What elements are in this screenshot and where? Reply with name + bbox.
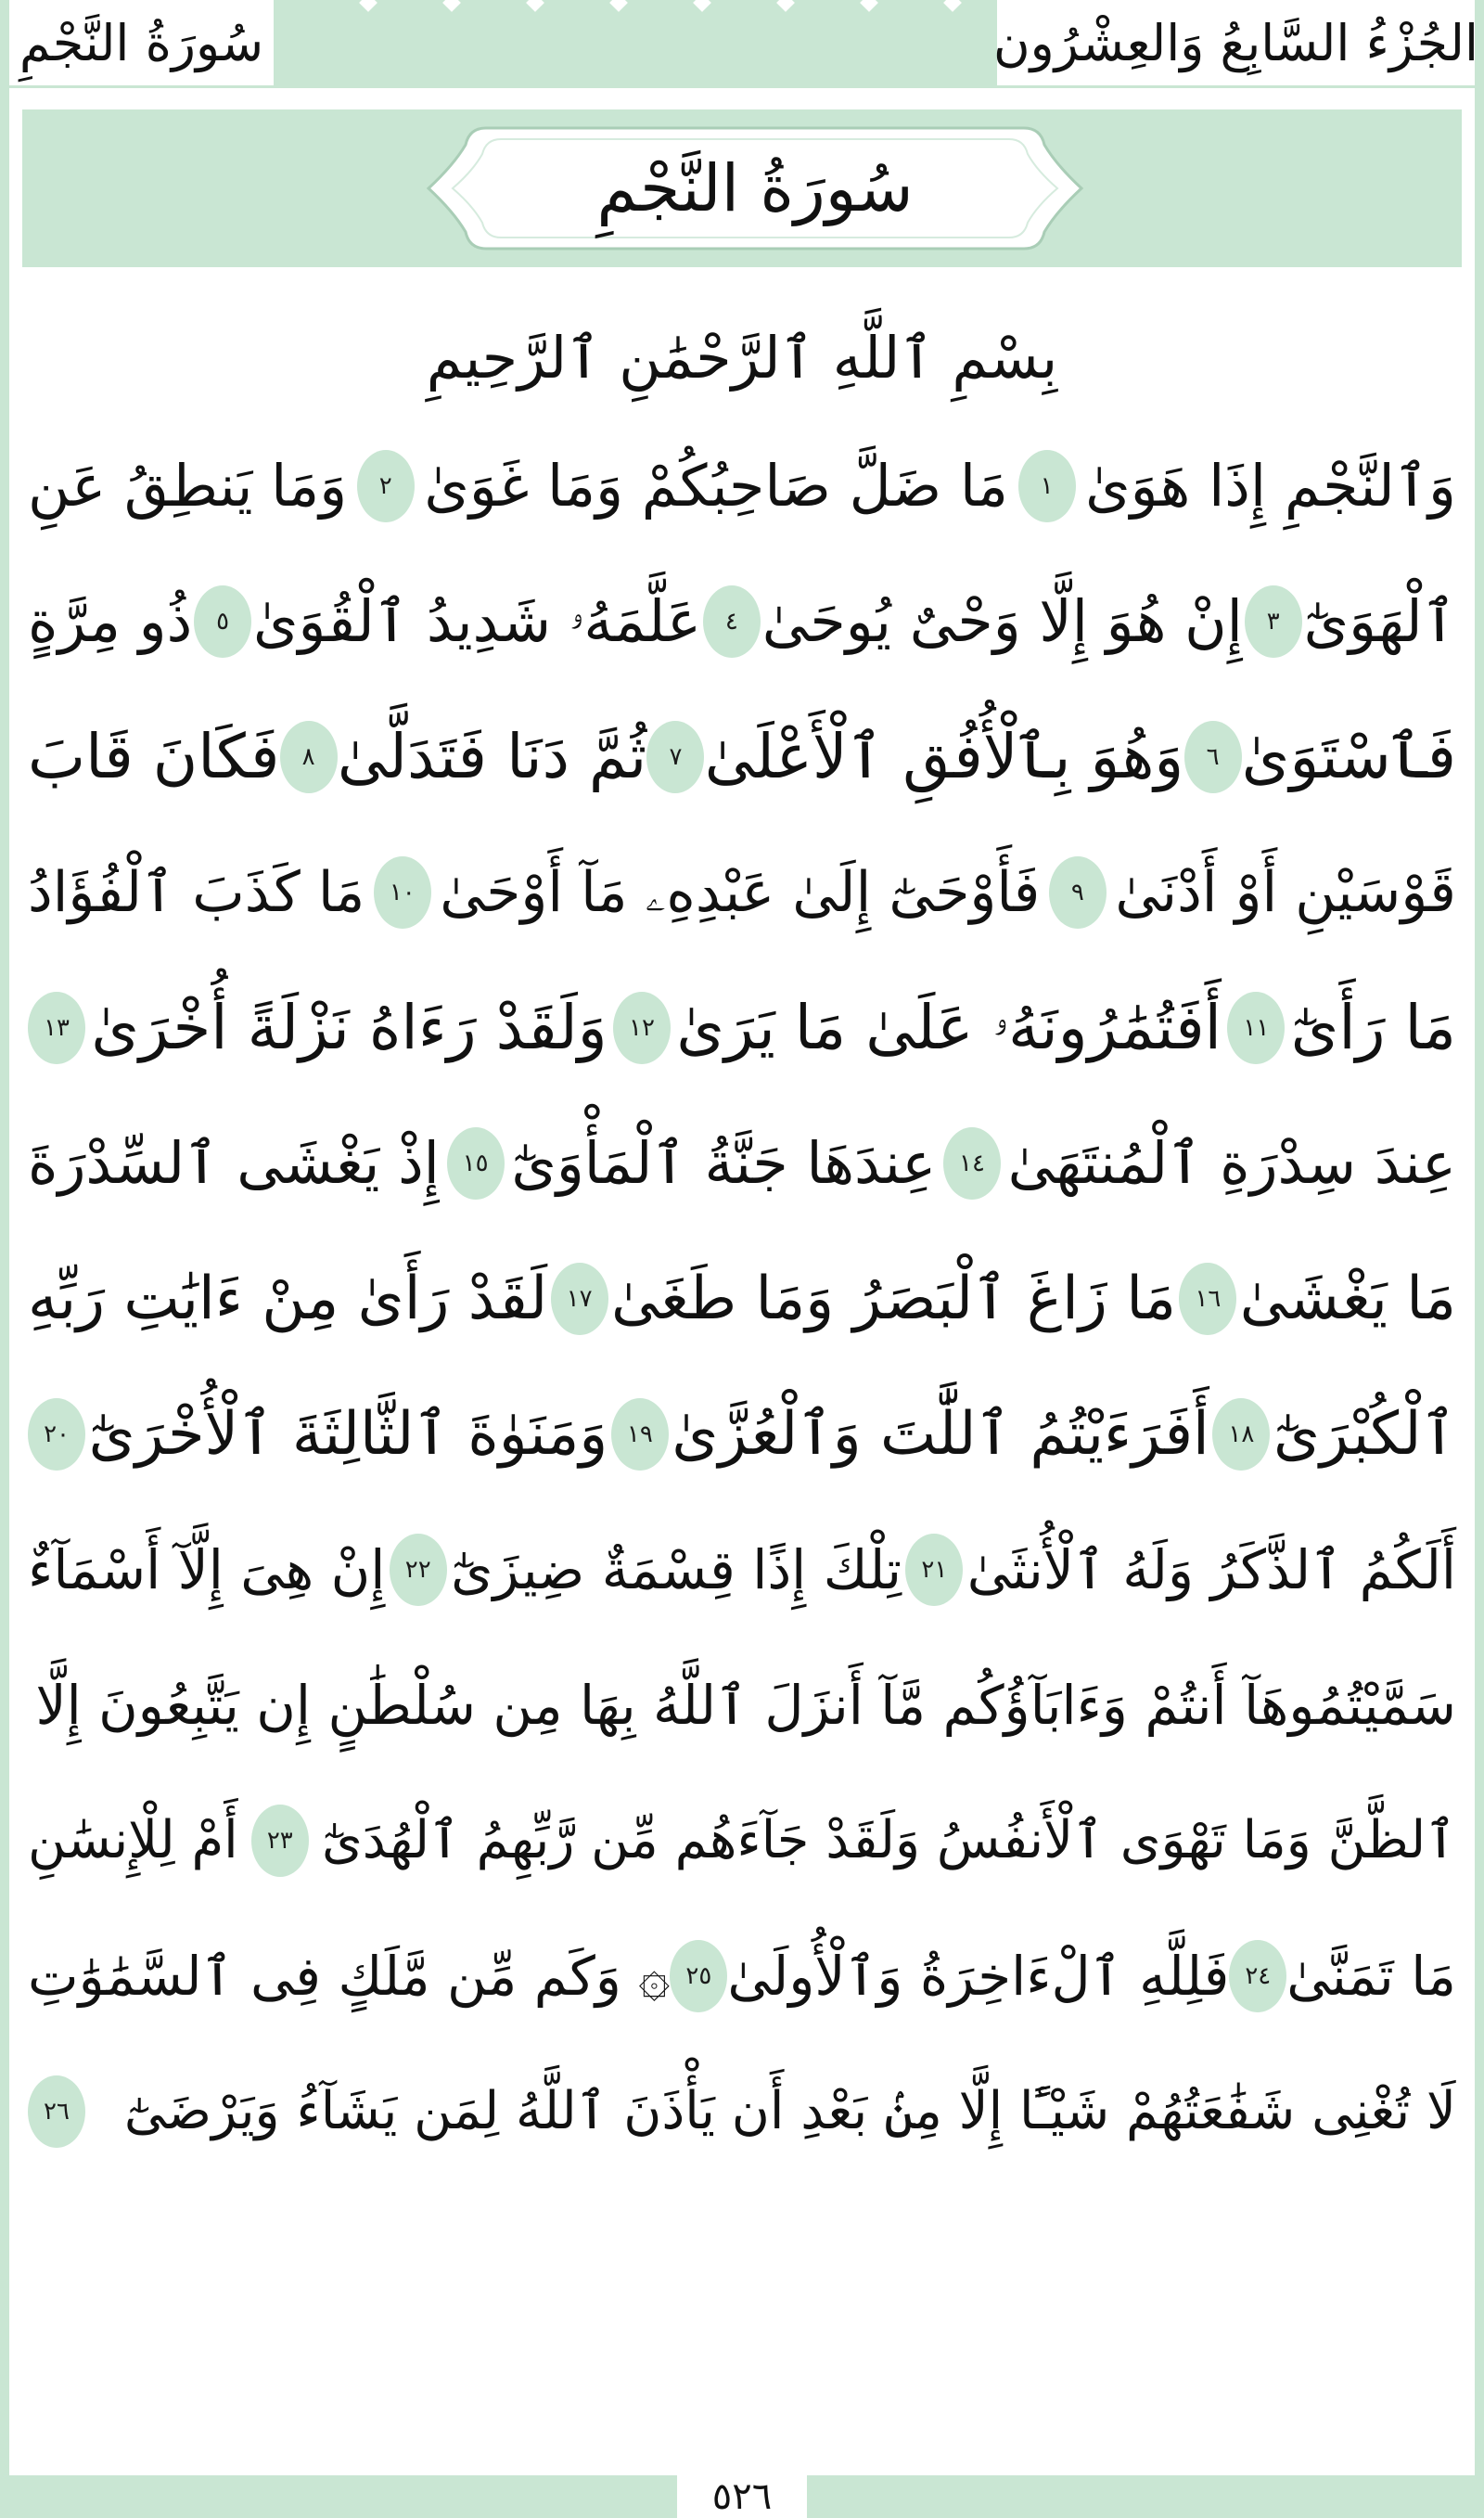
juz-label: الجُزْءُ السَّابِعُ وَالعِشْرُون (997, 0, 1475, 85)
verse-text: وَمَا يَنطِقُ عَنِ (28, 452, 348, 520)
ayah-marker: ١٦ (1179, 1263, 1236, 1335)
ayah-marker: ١٥ (447, 1127, 505, 1200)
ayah-marker: ٢٣ (251, 1805, 309, 1877)
ayah-marker: ١٠ (374, 856, 431, 929)
verse-line (28, 1099, 1456, 1227)
ayah-marker: ١٢ (613, 992, 671, 1064)
ayah-marker: ١١ (1227, 992, 1285, 1064)
ayah-marker: ١ (1018, 450, 1076, 522)
verse-text: ۞ وَكَم مِّن مَّلَكٍ فِى ٱلسَّمَٰوَٰتِ (28, 1945, 671, 2008)
ayah-marker: ٢٥ (670, 1940, 727, 2012)
verse-text: أَفَرَءَيْتُمُ ٱللَّٰتَ وَٱلْعُزَّىٰ (672, 1400, 1209, 1469)
verse-text: عَلَّمَهُۥ شَدِيدُ ٱلْقُوَىٰ (252, 587, 701, 655)
ayah-marker: ٢١ (905, 1534, 963, 1606)
verse-text: فَلِلَّهِ ٱلْءَاخِرَةُ وَٱلْأُولَىٰ (727, 1945, 1230, 2008)
surah-title: سُورَةُ النَّجْمِ (596, 150, 914, 226)
verse-line (28, 964, 1456, 1092)
verse-text: وَٱلنَّجْمِ إِذَا هَوَىٰ (1085, 452, 1456, 520)
ayah-marker: ٥ (194, 585, 251, 658)
verse-text: مَا تَمَنَّىٰ (1286, 1945, 1456, 2008)
ayah-marker: ٢٤ (1229, 1940, 1286, 2012)
surah-title-band (22, 109, 1462, 267)
verse-line (28, 1370, 1456, 1498)
verse-text: لَقَدْ رَأَىٰ مِنْ ءَايَٰتِ رَبِّهِ (28, 1265, 548, 1333)
verse-text: أَفَتُمَٰرُونَهُۥ عَلَىٰ مَا يَرَىٰ (676, 992, 1222, 1063)
verse-text: أَلَكُمُ ٱلذَّكَرُ وَلَهُ ٱلْأُنثَىٰ (966, 1538, 1456, 1601)
ayah-marker: ٣ (1245, 585, 1302, 658)
ayah-marker: ٢٠ (28, 1398, 85, 1471)
verse-text: مَا ضَلَّ صَاحِبُكُمْ وَمَا غَوَىٰ (424, 452, 1008, 520)
verse-text: فَأَوْحَىٰٓ إِلَىٰ عَبْدِهِۦ مَآ أَوْحَىٰ (440, 860, 1041, 925)
ayah-marker: ١٩ (611, 1398, 669, 1471)
verse-line (28, 1912, 1456, 2040)
basmala: بِسْمِ ٱللَّهِ ٱلرَّحْمَٰنِ ٱلرَّحِيمِ (426, 323, 1058, 392)
verse-text: ٱلظَّنَّ وَمَا تَهْوَى ٱلْأَنفُسُ وَلَقَدْ جَآءَهُم مِّن رَّبِّهِمُ ٱلْهُدَىٰٓ (321, 1810, 1456, 1870)
verse-line (28, 1777, 1456, 1905)
verse-text: إِنْ هِىَ إِلَّآ أَسْمَآءٌ (28, 1538, 386, 1601)
verse-line (28, 829, 1456, 957)
verse-text: قَوْسَيْنِ أَوْ أَدْنَىٰ (1115, 860, 1456, 925)
verse-text: ٱلْكُبْرَىٰٓ (1273, 1400, 1456, 1469)
verse-text: إِنْ هُوَ إِلَّا وَحْىٌ يُوحَىٰ (761, 587, 1243, 655)
verse-text: مَا يَغْشَىٰ (1239, 1265, 1456, 1333)
ayah-marker: ٢٦ (28, 2075, 85, 2148)
verse-line (28, 422, 1456, 550)
header-surah-label: سُورَةُ النَّجْمِ (9, 0, 274, 85)
ayah-marker: ٦ (1184, 721, 1242, 793)
ayah-marker: ٢ (357, 450, 415, 522)
verse-line (28, 558, 1456, 686)
ayah-marker: ١٨ (1212, 1398, 1270, 1471)
verse-text: لَا تُغْنِى شَفَٰعَتُهُمْ شَيْـًٔا إِلَّا مِنۢ بَعْدِ أَن يَأْذَنَ ٱللَّهُ لِمَن يَشَآءُ وَيَرْضَىٰٓ (123, 2081, 1456, 2141)
verse-text: وَمَنَوٰةَ ٱلثَّالِثَةَ ٱلْأُخْرَىٰٓ (88, 1400, 608, 1469)
verse-text: ثُمَّ دَنَا فَتَدَلَّىٰ (337, 721, 647, 792)
verse-text: عِندَ سِدْرَةِ ٱلْمُنتَهَىٰ (1007, 1129, 1456, 1197)
verse-text: مَا كَذَبَ ٱلْفُؤَادُ (28, 860, 365, 925)
surah-title-cartouche (421, 119, 1089, 258)
verse-text: سَمَّيْتُمُوهَآ أَنتُمْ وَءَابَآؤُكُم مَّآ أَنزَلَ ٱللَّهُ بِهَا مِن سُلْطَٰنٍ إِن يَتَّبِعُونَ إِلَّا (35, 1674, 1456, 1737)
verse-text: ٱلْهَوَىٰٓ (1303, 587, 1456, 655)
verse-line (28, 693, 1456, 821)
ayah-marker: ٤ (703, 585, 761, 658)
verse-line (28, 1235, 1456, 1363)
ayah-marker: ١٤ (943, 1127, 1001, 1200)
ayah-marker: ٢٢ (390, 1534, 447, 1606)
ayah-marker: ٨ (280, 721, 338, 793)
header-bar (0, 0, 1484, 88)
verse-text: فَٱسْتَوَىٰ (1241, 721, 1456, 792)
verse-line (28, 1506, 1456, 1634)
verse-text: وَهُوَ بِٱلْأُفُقِ ٱلْأَعْلَىٰ (704, 721, 1184, 792)
verse-text: أَمْ لِلْإِنسَٰنِ (28, 1810, 238, 1870)
verse-text: فَكَانَ قَابَ (28, 721, 280, 792)
verse-text: عِندَهَا جَنَّةُ ٱلْمَأْوَىٰٓ (511, 1129, 937, 1197)
ayah-marker: ٧ (646, 721, 704, 793)
verse-line (28, 2048, 1456, 2176)
verse-text: إِذْ يَغْشَى ٱلسِّدْرَةَ (28, 1129, 440, 1197)
verse-text: ذُو مِرَّةٍ (28, 587, 193, 655)
verse-text: وَلَقَدْ رَءَاهُ نَزْلَةً أُخْرَىٰ (91, 992, 608, 1063)
ayah-marker: ٩ (1049, 856, 1107, 929)
verse-text: تِلْكَ إِذًا قِسْمَةٌ ضِيزَىٰٓ (451, 1538, 902, 1601)
verse-text: مَا رَأَىٰٓ (1290, 992, 1456, 1063)
ayah-marker: ١٣ (28, 992, 85, 1064)
page-number: ٥٢٦ (677, 2475, 807, 2518)
ayah-marker: ١٧ (551, 1263, 608, 1335)
header-ornaments (278, 0, 992, 19)
verse-text: مَا زَاغَ ٱلْبَصَرُ وَمَا طَغَىٰ (610, 1265, 1176, 1333)
verse-line (28, 1641, 1456, 1769)
